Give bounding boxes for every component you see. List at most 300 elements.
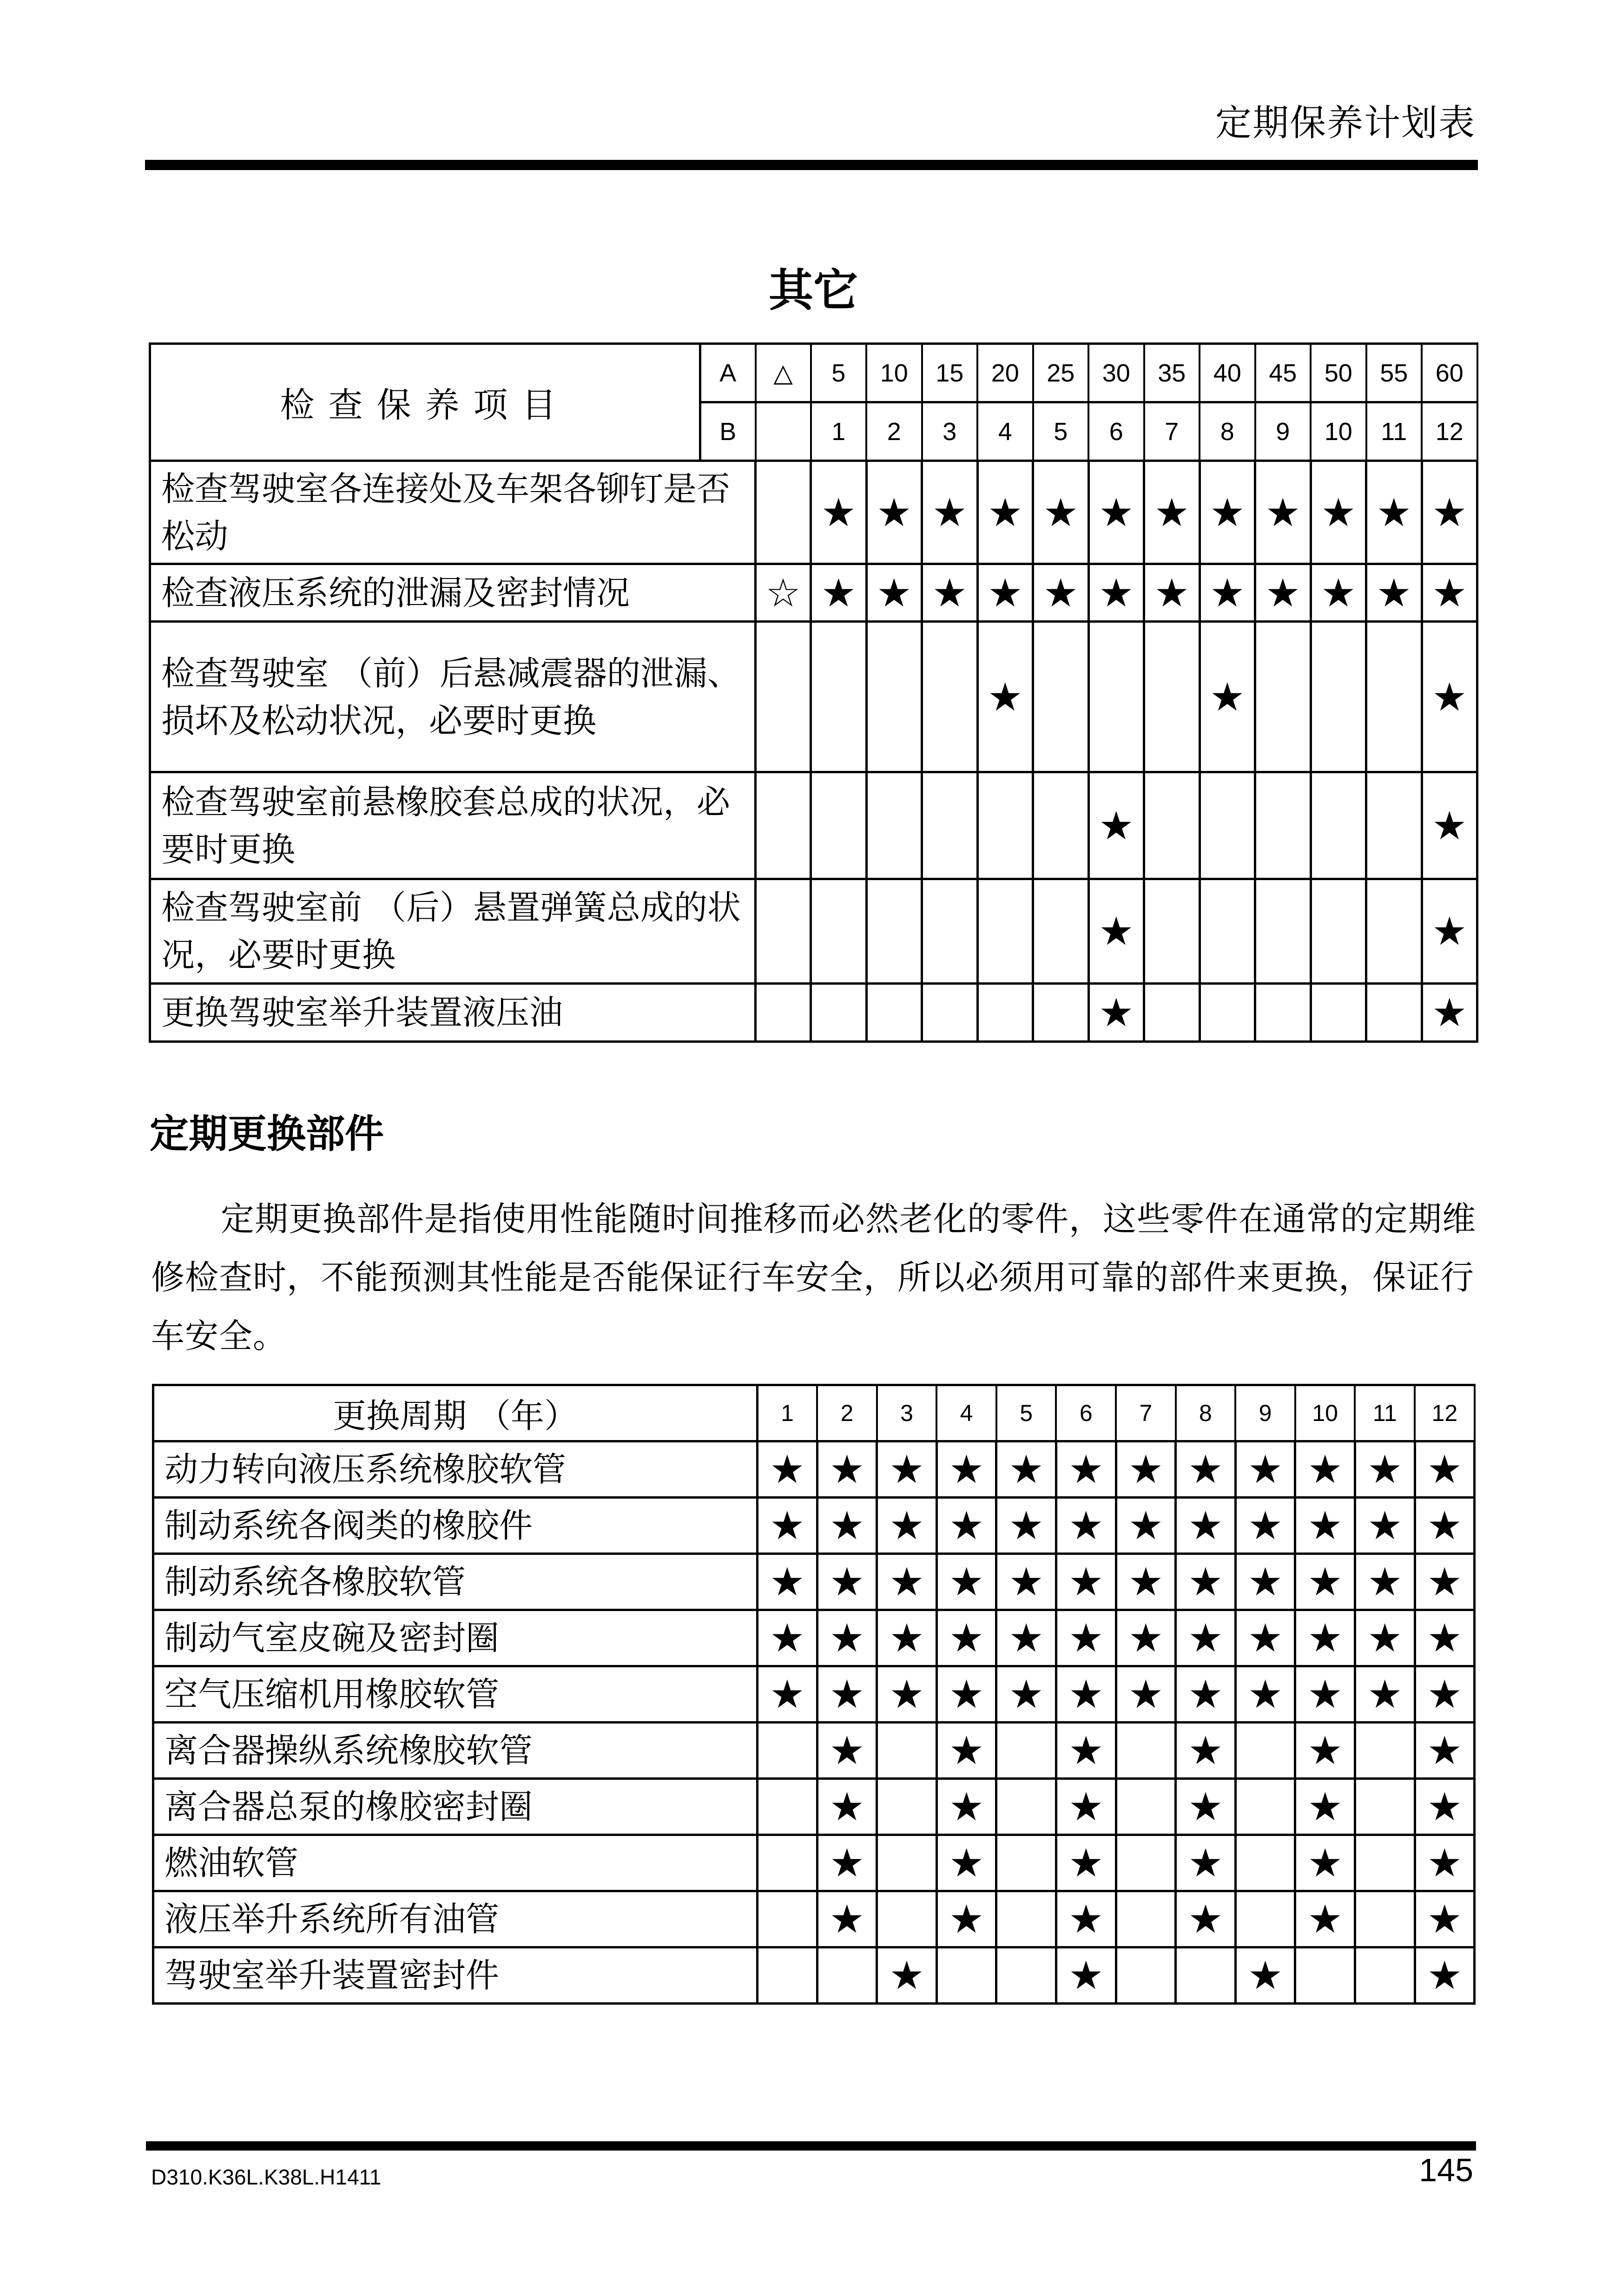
interval-a-header: 15 — [922, 344, 978, 402]
section-title-other: 其它 — [769, 264, 858, 316]
mark-cell — [1116, 1610, 1176, 1666]
filled-star-icon: ★ — [1427, 1953, 1462, 1998]
mark-cell — [1033, 622, 1089, 772]
mark-cell — [1176, 1779, 1236, 1835]
mark-cell — [1311, 564, 1366, 622]
header-row-a — [150, 344, 1477, 402]
mark-cell — [877, 1947, 937, 2004]
mark-cell — [758, 1610, 817, 1666]
interval-b-header: 1 — [811, 402, 867, 461]
mark-cell — [1033, 461, 1089, 564]
filled-star-icon: ★ — [1210, 674, 1245, 720]
mark-cell — [1366, 461, 1422, 564]
interval-b-header: 3 — [922, 402, 978, 461]
mark-cell — [866, 984, 922, 1042]
filled-star-icon: ★ — [1432, 990, 1467, 1035]
mark-cell — [1255, 879, 1311, 984]
filled-star-icon: ★ — [1068, 1784, 1104, 1829]
interval-b-header: 2 — [866, 402, 922, 461]
mark-cell — [1056, 1835, 1116, 1891]
filled-star-icon: ★ — [770, 1447, 805, 1492]
table-row — [153, 1723, 1475, 1779]
mark-cell — [811, 461, 867, 564]
mark-cell — [1033, 772, 1089, 879]
filled-star-icon: ★ — [949, 1671, 984, 1717]
mark-cell — [866, 564, 922, 622]
mark-cell — [1200, 984, 1255, 1042]
filled-star-icon: ★ — [829, 1671, 865, 1717]
filled-star-icon: ★ — [770, 1503, 805, 1548]
table-row — [150, 984, 1477, 1042]
year-header: 1 — [758, 1385, 817, 1441]
filled-star-icon: ★ — [829, 1896, 865, 1942]
filled-star-icon: ★ — [1154, 570, 1189, 616]
part-label: 离合器总泵的橡胶密封圈 — [153, 1779, 758, 1835]
item-label: 更换驾驶室举升装置液压油 — [150, 984, 756, 1042]
filled-star-icon: ★ — [829, 1784, 865, 1829]
mark-cell — [1200, 564, 1255, 622]
mark-cell — [1255, 564, 1311, 622]
empty-cell — [756, 402, 811, 461]
table-row — [153, 1835, 1475, 1891]
mark-cell — [1088, 622, 1144, 772]
filled-star-icon: ★ — [829, 1615, 865, 1661]
mark-cell — [1056, 1498, 1116, 1554]
row-b-label: B — [700, 402, 756, 461]
mark-cell — [817, 1441, 877, 1498]
table-row — [153, 1891, 1475, 1947]
filled-star-icon: ★ — [988, 489, 1023, 535]
mark-cell — [996, 1947, 1056, 2004]
filled-star-icon: ★ — [889, 1447, 924, 1492]
filled-star-icon: ★ — [829, 1728, 865, 1773]
filled-star-icon: ★ — [1265, 570, 1300, 616]
interval-a-header: 40 — [1200, 344, 1255, 402]
mark-cell — [1366, 564, 1422, 622]
part-label: 制动气室皮碗及密封圈 — [153, 1610, 758, 1666]
filled-star-icon: ★ — [1188, 1559, 1223, 1605]
mark-cell — [817, 1891, 877, 1947]
interval-a-header: 30 — [1088, 344, 1144, 402]
mark-cell — [1355, 1723, 1415, 1779]
mark-cell — [1176, 1891, 1236, 1947]
filled-star-icon: ★ — [1367, 1503, 1403, 1548]
mark-cell — [1144, 622, 1200, 772]
mark-cell — [936, 1891, 996, 1947]
filled-star-icon: ★ — [1068, 1896, 1104, 1942]
mark-cell — [1088, 564, 1144, 622]
interval-a-header: 45 — [1255, 344, 1311, 402]
filled-star-icon: ★ — [949, 1896, 984, 1942]
mark-cell — [936, 1835, 996, 1891]
header-rule — [145, 160, 1478, 170]
mark-cell — [811, 622, 867, 772]
page-number: 145 — [1419, 2152, 1473, 2188]
filled-star-icon: ★ — [1128, 1671, 1164, 1717]
filled-star-icon: ★ — [1099, 908, 1134, 954]
mark-cell — [977, 879, 1033, 984]
mark-cell — [758, 1498, 817, 1554]
filled-star-icon: ★ — [949, 1728, 984, 1773]
mark-cell — [1415, 1441, 1475, 1498]
mark-cell — [1235, 1554, 1295, 1610]
running-header-title: 定期保养计划表 — [1215, 102, 1476, 144]
mark-cell — [756, 879, 811, 984]
filled-star-icon: ★ — [877, 489, 912, 535]
mark-cell — [922, 622, 978, 772]
table-row — [153, 1947, 1475, 2004]
filled-star-icon: ★ — [1376, 489, 1411, 535]
filled-star-icon: ★ — [829, 1447, 865, 1492]
mark-cell — [922, 772, 978, 879]
mark-cell — [1295, 1666, 1355, 1723]
filled-star-icon: ★ — [1307, 1784, 1343, 1829]
interval-a-header: 5 — [811, 344, 867, 402]
filled-star-icon: ★ — [1068, 1671, 1104, 1717]
filled-star-icon: ★ — [1376, 570, 1411, 616]
part-label: 液压举升系统所有油管 — [153, 1891, 758, 1947]
mark-cell — [1176, 1947, 1236, 2004]
mark-cell — [977, 984, 1033, 1042]
filled-star-icon: ★ — [988, 674, 1023, 720]
mark-cell — [1033, 984, 1089, 1042]
filled-star-icon: ★ — [1367, 1447, 1403, 1492]
filled-star-icon: ★ — [1321, 489, 1356, 535]
table-row — [150, 622, 1477, 772]
filled-star-icon: ★ — [1068, 1728, 1104, 1773]
mark-cell — [1355, 1441, 1415, 1498]
mark-cell — [811, 879, 867, 984]
year-header: 3 — [877, 1385, 937, 1441]
filled-star-icon: ★ — [1128, 1503, 1164, 1548]
year-header: 10 — [1295, 1385, 1355, 1441]
filled-star-icon: ★ — [1432, 908, 1467, 954]
filled-star-icon: ★ — [1043, 489, 1078, 535]
table-row — [150, 772, 1477, 879]
mark-cell — [758, 1666, 817, 1723]
interval-a-header: 60 — [1422, 344, 1477, 402]
year-header: 5 — [996, 1385, 1056, 1441]
mark-cell — [866, 772, 922, 879]
mark-cell — [1255, 461, 1311, 564]
mark-cell — [1415, 1498, 1475, 1554]
mark-cell — [1311, 984, 1366, 1042]
mark-cell — [1415, 1554, 1475, 1610]
filled-star-icon: ★ — [1188, 1896, 1223, 1942]
mark-cell — [877, 1891, 937, 1947]
mark-cell — [1176, 1666, 1236, 1723]
mark-cell — [758, 1835, 817, 1891]
mark-cell — [1295, 1554, 1355, 1610]
table-row — [153, 1498, 1475, 1554]
filled-star-icon: ★ — [1009, 1447, 1044, 1492]
filled-star-icon: ★ — [1068, 1615, 1104, 1661]
filled-star-icon: ★ — [889, 1559, 924, 1605]
mark-cell — [1295, 1835, 1355, 1891]
filled-star-icon: ★ — [821, 570, 856, 616]
filled-star-icon: ★ — [1099, 803, 1134, 849]
mark-cell — [1235, 1779, 1295, 1835]
mark-cell — [817, 1723, 877, 1779]
row-a-label: A — [700, 344, 756, 402]
filled-star-icon: ★ — [1427, 1896, 1462, 1942]
mark-cell — [1176, 1835, 1236, 1891]
mark-cell — [1422, 984, 1477, 1042]
filled-star-icon: ★ — [1068, 1447, 1104, 1492]
intro-paragraph: 定期更换部件是指使用性能随时间推移而必然老化的零件，这些零件在通常的定期维修检查时，不能预测其性能是否能保证行车安全，所以必须用可靠的部件来更换，保证行车安全。 — [151, 1199, 1477, 1355]
item-label: 检查液压系统的泄漏及密封情况 — [150, 564, 756, 622]
hollow-star-icon: ☆ — [765, 570, 801, 616]
mark-cell — [756, 984, 811, 1042]
mark-cell — [1295, 1891, 1355, 1947]
part-label: 驾驶室举升装置密封件 — [153, 1947, 758, 2004]
mark-cell — [1144, 984, 1200, 1042]
interval-b-header: 10 — [1311, 402, 1366, 461]
table-row — [150, 564, 1477, 622]
mark-cell — [1116, 1723, 1176, 1779]
mark-cell — [1295, 1779, 1355, 1835]
filled-star-icon: ★ — [1307, 1728, 1343, 1773]
filled-star-icon: ★ — [1307, 1615, 1343, 1661]
filled-star-icon: ★ — [949, 1503, 984, 1548]
filled-star-icon: ★ — [949, 1559, 984, 1605]
table-row — [153, 1441, 1475, 1498]
part-label: 离合器操纵系统橡胶软管 — [153, 1723, 758, 1779]
year-header: 12 — [1415, 1385, 1475, 1441]
part-label: 空气压缩机用橡胶软管 — [153, 1666, 758, 1723]
filled-star-icon: ★ — [1188, 1728, 1223, 1773]
mark-cell — [1176, 1554, 1236, 1610]
mark-cell — [1056, 1666, 1116, 1723]
mark-cell — [811, 564, 867, 622]
mark-cell — [1176, 1441, 1236, 1498]
year-header: 11 — [1355, 1385, 1415, 1441]
interval-b-header: 9 — [1255, 402, 1311, 461]
filled-star-icon: ★ — [889, 1615, 924, 1661]
filled-star-icon: ★ — [1247, 1953, 1283, 1998]
interval-b-header: 4 — [977, 402, 1033, 461]
mark-cell — [877, 1723, 937, 1779]
filled-star-icon: ★ — [1307, 1447, 1343, 1492]
mark-cell — [1200, 461, 1255, 564]
mark-cell — [811, 984, 867, 1042]
interval-b-header: 6 — [1088, 402, 1144, 461]
interval-a-header: 25 — [1033, 344, 1089, 402]
filled-star-icon: ★ — [1307, 1896, 1343, 1942]
year-header: 9 — [1235, 1385, 1295, 1441]
mark-cell — [1255, 622, 1311, 772]
filled-star-icon: ★ — [1367, 1559, 1403, 1605]
mark-cell — [758, 1441, 817, 1498]
mark-cell — [936, 1610, 996, 1666]
mark-cell — [1422, 879, 1477, 984]
table-row — [153, 1666, 1475, 1723]
mark-cell — [936, 1498, 996, 1554]
filled-star-icon: ★ — [1307, 1559, 1343, 1605]
filled-star-icon: ★ — [1432, 489, 1467, 535]
mark-cell — [1200, 879, 1255, 984]
mark-cell — [756, 461, 811, 564]
mark-cell — [996, 1835, 1056, 1891]
filled-star-icon: ★ — [932, 489, 967, 535]
mark-cell — [1355, 1835, 1415, 1891]
mark-cell — [1422, 461, 1477, 564]
mark-cell — [1422, 564, 1477, 622]
mark-cell — [996, 1610, 1056, 1666]
mark-cell — [1295, 1947, 1355, 2004]
mark-cell — [817, 1610, 877, 1666]
mark-cell — [1176, 1498, 1236, 1554]
mark-cell — [996, 1441, 1056, 1498]
filled-star-icon: ★ — [1307, 1840, 1343, 1886]
mark-cell — [1116, 1835, 1176, 1891]
mark-cell — [758, 1779, 817, 1835]
mark-cell — [1088, 879, 1144, 984]
mark-cell — [758, 1723, 817, 1779]
mark-cell — [936, 1947, 996, 2004]
part-label: 燃油软管 — [153, 1835, 758, 1891]
filled-star-icon: ★ — [1099, 489, 1134, 535]
filled-star-icon: ★ — [1307, 1503, 1343, 1548]
mark-cell — [1144, 461, 1200, 564]
mark-cell — [1311, 772, 1366, 879]
mark-cell — [936, 1666, 996, 1723]
filled-star-icon: ★ — [1427, 1671, 1462, 1717]
mark-cell — [936, 1441, 996, 1498]
mark-cell — [756, 772, 811, 879]
filled-star-icon: ★ — [1427, 1615, 1462, 1661]
mark-cell — [1056, 1441, 1116, 1498]
filled-star-icon: ★ — [1009, 1559, 1044, 1605]
mark-cell — [758, 1947, 817, 2004]
mark-cell — [1355, 1666, 1415, 1723]
mark-cell — [877, 1779, 937, 1835]
part-label: 动力转向液压系统橡胶软管 — [153, 1441, 758, 1498]
filled-star-icon: ★ — [1068, 1503, 1104, 1548]
mark-cell — [1144, 879, 1200, 984]
mark-cell — [1295, 1441, 1355, 1498]
filled-star-icon: ★ — [1188, 1447, 1223, 1492]
mark-cell — [1255, 984, 1311, 1042]
filled-star-icon: ★ — [1068, 1953, 1104, 1998]
filled-star-icon: ★ — [949, 1447, 984, 1492]
mark-cell — [1088, 772, 1144, 879]
mark-cell — [1235, 1835, 1295, 1891]
filled-star-icon: ★ — [1210, 570, 1245, 616]
year-header: 8 — [1176, 1385, 1236, 1441]
mark-cell — [877, 1554, 937, 1610]
mark-cell — [1235, 1498, 1295, 1554]
filled-star-icon: ★ — [1009, 1671, 1044, 1717]
year-header: 7 — [1116, 1385, 1176, 1441]
mark-cell — [936, 1554, 996, 1610]
mark-cell — [1355, 1779, 1415, 1835]
mark-cell — [1355, 1891, 1415, 1947]
table-row — [150, 461, 1477, 564]
mark-cell — [877, 1441, 937, 1498]
mark-cell — [1422, 622, 1477, 772]
filled-star-icon: ★ — [877, 570, 912, 616]
item-column-header: 检查保养项目 — [150, 344, 700, 461]
mark-cell — [922, 984, 978, 1042]
filled-star-icon: ★ — [1427, 1784, 1462, 1829]
filled-star-icon: ★ — [889, 1671, 924, 1717]
mark-cell — [817, 1947, 877, 2004]
mark-cell — [1056, 1947, 1116, 2004]
filled-star-icon: ★ — [1210, 489, 1245, 535]
mark-cell — [1144, 564, 1200, 622]
mark-cell — [996, 1723, 1056, 1779]
filled-star-icon: ★ — [1432, 570, 1467, 616]
filled-star-icon: ★ — [1099, 570, 1134, 616]
mark-cell — [1355, 1947, 1415, 2004]
mark-cell — [1088, 984, 1144, 1042]
filled-star-icon: ★ — [949, 1784, 984, 1829]
mark-cell — [1366, 879, 1422, 984]
mark-cell — [1295, 1498, 1355, 1554]
filled-star-icon: ★ — [1427, 1559, 1462, 1605]
mark-cell — [1033, 879, 1089, 984]
interval-b-header: 7 — [1144, 402, 1200, 461]
replacement-parts-table — [152, 1384, 1476, 2005]
mark-cell — [756, 622, 811, 772]
mark-cell — [1366, 772, 1422, 879]
mark-cell — [1116, 1666, 1176, 1723]
mark-cell — [977, 564, 1033, 622]
mark-cell — [922, 879, 978, 984]
mark-cell — [1415, 1610, 1475, 1666]
mark-cell — [1144, 772, 1200, 879]
mark-cell — [1366, 984, 1422, 1042]
interval-a-header: 55 — [1366, 344, 1422, 402]
filled-star-icon: ★ — [1128, 1447, 1164, 1492]
mark-cell — [1255, 772, 1311, 879]
mark-cell — [1056, 1891, 1116, 1947]
mark-cell — [1200, 772, 1255, 879]
filled-star-icon: ★ — [889, 1953, 924, 1998]
mark-cell — [1295, 1610, 1355, 1666]
interval-b-header: 11 — [1366, 402, 1422, 461]
mark-cell — [977, 461, 1033, 564]
triangle-symbol: △ — [756, 344, 811, 402]
mark-cell — [1415, 1835, 1475, 1891]
filled-star-icon: ★ — [770, 1559, 805, 1605]
filled-star-icon: ★ — [988, 570, 1023, 616]
filled-star-icon: ★ — [1432, 803, 1467, 849]
inspection-maintenance-table — [149, 342, 1478, 1043]
filled-star-icon: ★ — [932, 570, 967, 616]
filled-star-icon: ★ — [1367, 1671, 1403, 1717]
mark-cell — [1056, 1554, 1116, 1610]
mark-cell — [922, 564, 978, 622]
mark-cell — [1116, 1554, 1176, 1610]
filled-star-icon: ★ — [770, 1615, 805, 1661]
filled-star-icon: ★ — [1247, 1447, 1283, 1492]
filled-star-icon: ★ — [1247, 1559, 1283, 1605]
mark-cell — [936, 1779, 996, 1835]
mark-cell — [877, 1666, 937, 1723]
mark-cell — [1116, 1441, 1176, 1498]
filled-star-icon: ★ — [770, 1671, 805, 1717]
mark-cell — [1176, 1610, 1236, 1666]
filled-star-icon: ★ — [1128, 1559, 1164, 1605]
interval-a-header: 35 — [1144, 344, 1200, 402]
document-code: D310.K36L.K38L.H1411 — [151, 2165, 382, 2189]
mark-cell — [1235, 1947, 1295, 2004]
mark-cell — [817, 1835, 877, 1891]
filled-star-icon: ★ — [1427, 1840, 1462, 1886]
part-label: 制动系统各阀类的橡胶件 — [153, 1498, 758, 1554]
